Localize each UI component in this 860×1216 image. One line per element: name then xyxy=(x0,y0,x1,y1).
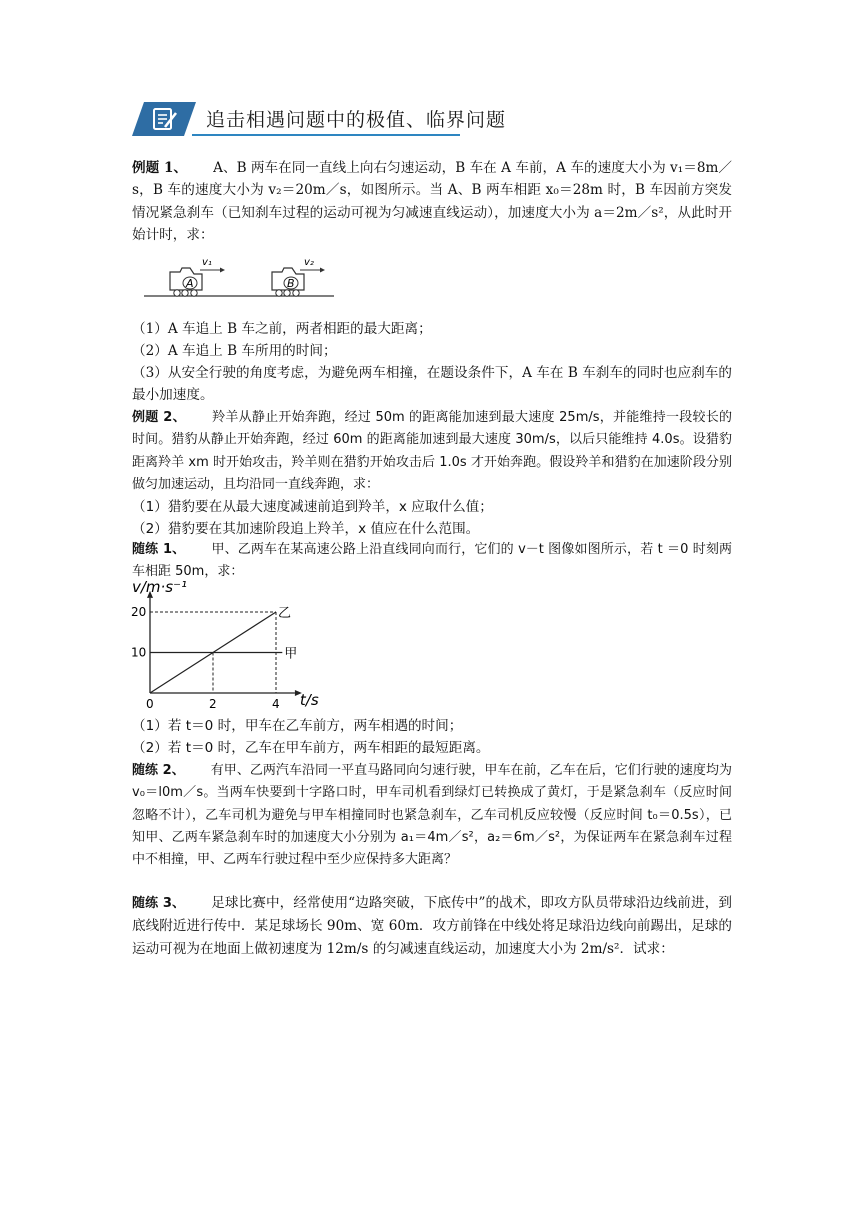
vt-chart xyxy=(128,578,328,714)
practice2-label: 随练 2、 xyxy=(132,763,185,778)
practice1-paragraph xyxy=(132,539,732,584)
car-a-label: A xyxy=(186,277,194,290)
practice1-text: 甲、乙两车在某高速公路上沿直线同向而行，它们的 v－t 图像如图所示，若 t ＝0 时刻两车相距 50m，求： xyxy=(132,542,732,580)
y-tick-label: 10 xyxy=(131,645,147,660)
car-a xyxy=(170,257,225,296)
example2-label: 例题 2、 xyxy=(132,410,186,425)
example1-q1: （1）A 车追上 B 车之前，两者相距的最大距离； xyxy=(132,321,432,337)
v1-label: v₁ xyxy=(202,257,212,268)
x-axis-label: t/s xyxy=(299,691,319,709)
practice3-text: 足球比赛中，经常使用“边路突破，下底传中”的战术，即攻方队员带球沿边线前进，到底线附近进行传中．某足球场长 90m、宽 60m．攻方前锋在中线处将足球沿边线向前踢出，足球的运动可视为在地面上做初速度为 12m/s 的匀减速直线运动，加速度大小为 2m/s²．试求： xyxy=(132,895,732,957)
example1-q2: （2）A 车追上 B 车所用的时间； xyxy=(132,343,337,359)
practice3-paragraph xyxy=(132,892,732,960)
practice2-text: 有甲、乙两汽车沿同一平直马路同向匀速行驶，甲车在前，乙车在后，它们行驶的速度均为 v₀＝l0m／s。当两车快要到十字路口时，甲车司机看到绿灯已转换成了黄灯，于是紧急刹车（反应时间忽略不计），乙车司机为避免与甲车相撞同时也紧急刹车，乙车司机反应较慢（反应时间 t₀＝0.5s），已知甲、乙两车紧急刹车时的加速度大小分别为 a₁＝4m／s²，a₂＝6m／s²，为保证两车在紧急刹车过程中不相撞，甲、乙两车行驶过程中至少应保持多大距离？ xyxy=(132,763,732,868)
practice1-q1: （1）若 t＝0 时，甲车在乙车前方，两车相遇的时间； xyxy=(132,718,463,734)
example2-paragraph xyxy=(132,407,732,496)
practice2-paragraph xyxy=(132,760,732,871)
series-label-2: 甲 xyxy=(284,646,298,662)
example2-q2: （2）猎豹要在其加速阶段追上羚羊，x 值应在什么范围。 xyxy=(132,521,480,537)
car-b-label: B xyxy=(287,277,295,290)
notepad-pencil-icon xyxy=(132,102,196,136)
title-underline xyxy=(192,134,460,136)
practice1-q2: （2）若 t＝0 时，乙车在甲车前方，两车相距的最短距离。 xyxy=(132,740,490,756)
x-tick-label: 2 xyxy=(209,697,217,711)
example1-text: A、B 两车在同一直线上向右匀速运动，B 车在 A 车前，A 车的速度大小为 v₁＝8m／s，B 车的速度大小为 v₂＝20m／s，如图所示。当 A、B 两车相距 x₀＝28m 时，B 车因前方突发情况紧急刹车（已知刹车过程的运动可视为匀减速直线运动），加速度大小为 a＝2m／s²，从此时开始计时，求： xyxy=(132,160,732,243)
x-tick-label: 0 xyxy=(146,697,154,711)
x-tick-label: 4 xyxy=(272,697,280,711)
practice3-label: 随练 3、 xyxy=(132,896,186,911)
practice1-label: 随练 1、 xyxy=(132,542,186,557)
v2-label: v₂ xyxy=(304,257,314,268)
example1-paragraph xyxy=(132,157,732,246)
cars-figure xyxy=(144,252,336,302)
y-axis-label: v/m·s⁻¹ xyxy=(132,578,188,596)
example2-text: 羚羊从静止开始奔跑，经过 50m 的距离能加速到最大速度 25m/s，并能维持一段较长的时间。猎豹从静止开始奔跑，经过 60m 的距离能加速到最大速度 30m/s，以后只能维持 4.0s。设猎豹距离羚羊 xm 时开始攻击，羚羊则在猎豹开始攻击后 1.0s 才开始奔跑。假设羚羊和猎豹在加速阶段分别做匀加速运动，且均沿同一直线奔跑，求： xyxy=(132,410,732,492)
car-b xyxy=(272,257,325,296)
example1-label: 例题 1、 xyxy=(132,160,188,176)
y-tick-label: 20 xyxy=(131,605,147,619)
page-title: 追击相遇问题中的极值、临界问题 xyxy=(206,109,507,131)
section-header xyxy=(132,100,532,138)
series-label-1: 乙 xyxy=(278,606,292,621)
example1-q3: （3）从安全行驶的角度考虑，为避免两车相撞，在题设条件下，A 车在 B 车刹车的同时也应刹车的最小加速度。 xyxy=(132,365,732,404)
example2-q1: （1）猎豹要在从最大速度减速前追到羚羊，x 应取什么值； xyxy=(132,499,493,515)
